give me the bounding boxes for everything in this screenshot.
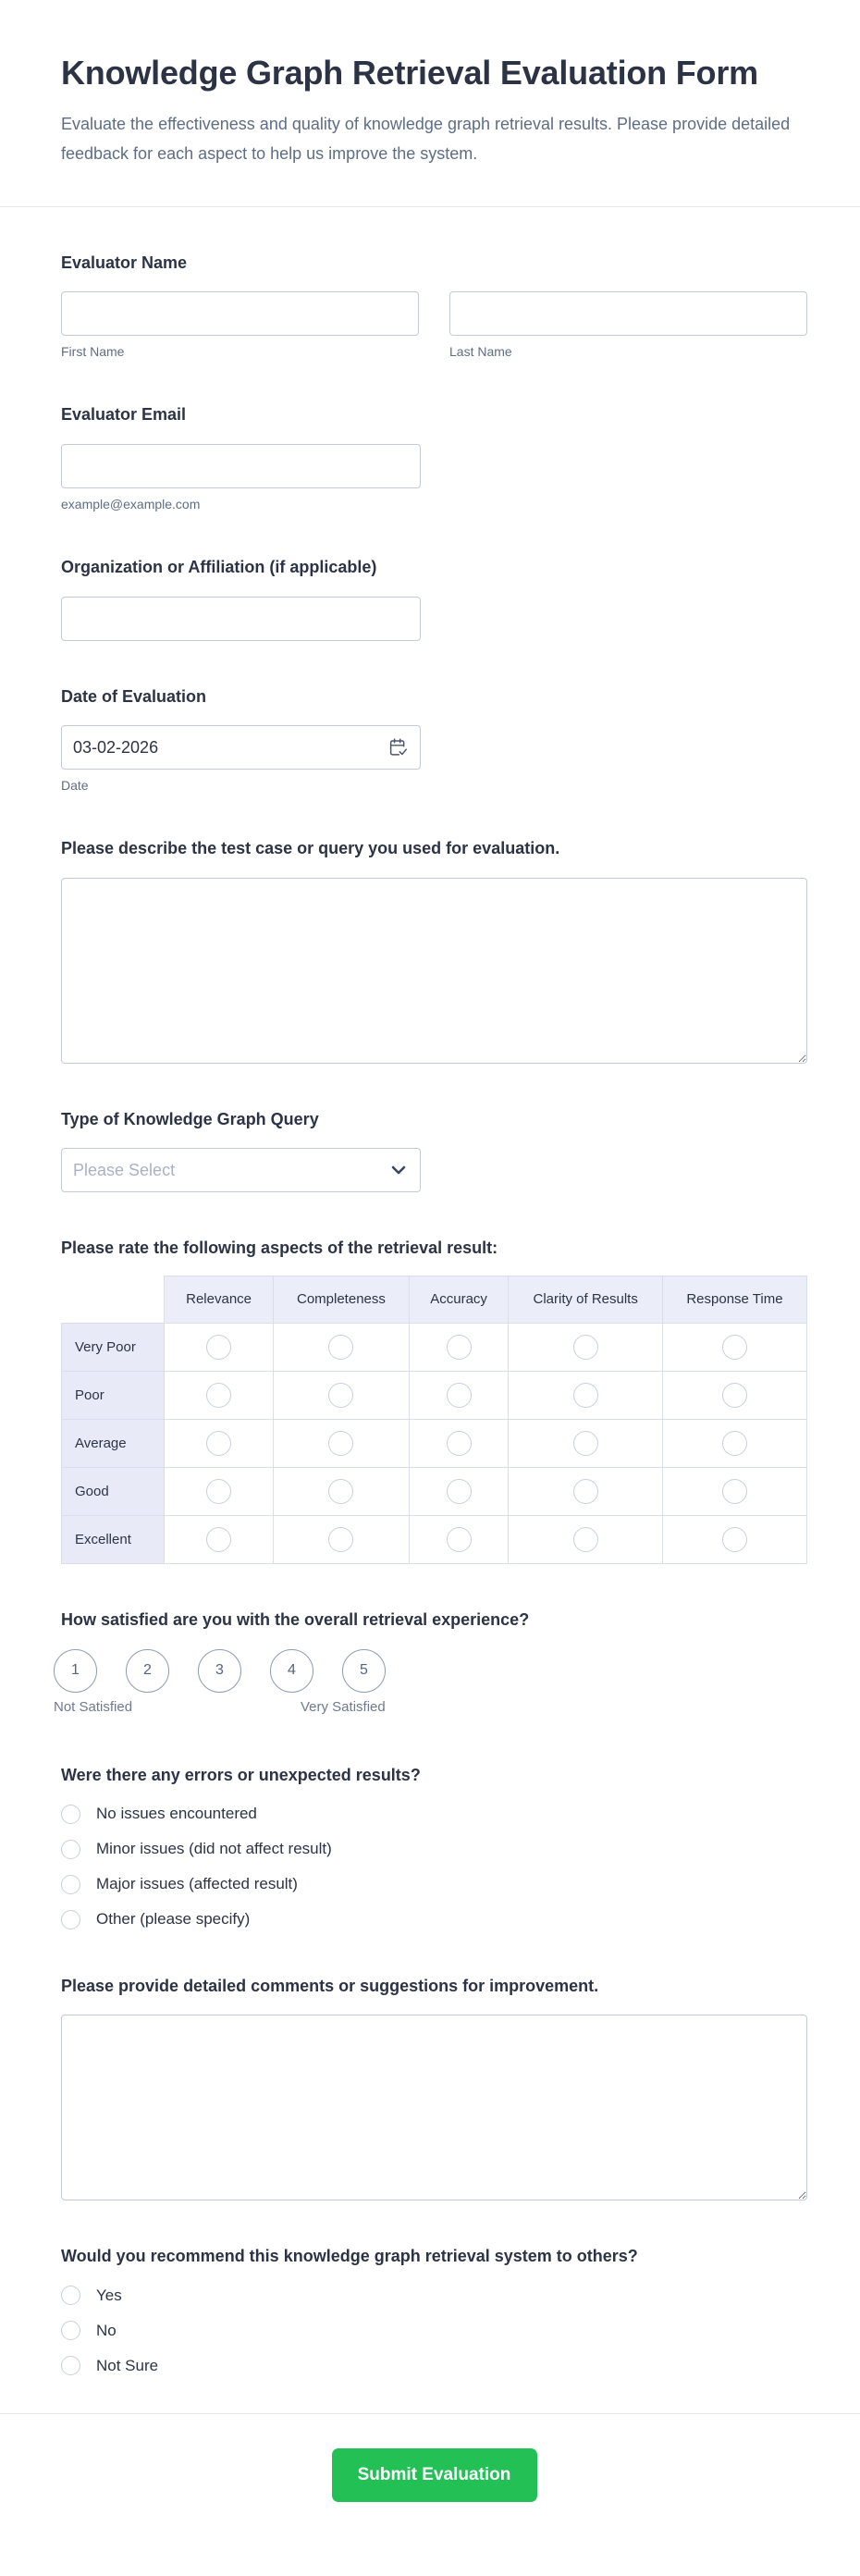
- matrix-radio-2-4[interactable]: [722, 1431, 747, 1456]
- last-name-input[interactable]: [449, 291, 807, 336]
- errors-option-label: Major issues (affected result): [96, 1875, 298, 1893]
- matrix-radio-3-0[interactable]: [206, 1479, 231, 1504]
- errors-option-label: Minor issues (did not affect result): [96, 1840, 332, 1858]
- form-description: Evaluate the effectiveness and quality of knowledge graph retrieval results. Please provide detailed feedback for each aspect to help us improve the system.: [61, 115, 791, 164]
- matrix-row: [62, 1467, 807, 1515]
- matrix-radio-2-0[interactable]: [206, 1431, 231, 1456]
- matrix-cell: [165, 1467, 274, 1515]
- last-name-group: [449, 291, 807, 359]
- matrix-radio-4-3[interactable]: [573, 1527, 598, 1552]
- errors-options: [61, 1804, 807, 1929]
- matrix-cell: [509, 1419, 662, 1467]
- matrix-cell: [662, 1323, 806, 1371]
- matrix-radio-2-3[interactable]: [573, 1431, 598, 1456]
- question-satisfaction: [54, 1609, 807, 1719]
- radio-button-icon[interactable]: [61, 1805, 80, 1824]
- matrix-cell: [509, 1323, 662, 1371]
- matrix-cell: [662, 1419, 806, 1467]
- errors-option-label: No issues encountered: [96, 1805, 257, 1823]
- organization-label: Organization or Affiliation (if applicable): [61, 557, 377, 576]
- question-evaluator-email: [61, 405, 807, 512]
- matrix-cell: [662, 1371, 806, 1419]
- matrix-cell: [165, 1323, 274, 1371]
- matrix-column-header-1: Completeness: [274, 1276, 410, 1323]
- first-name-group: [61, 291, 419, 359]
- matrix-radio-1-4[interactable]: [722, 1383, 747, 1408]
- email-sublabel: example@example.com: [61, 496, 201, 512]
- date-label: Date of Evaluation: [61, 686, 207, 706]
- form-header: [0, 0, 860, 207]
- last-name-sublabel: Last Name: [449, 344, 512, 360]
- organization-input[interactable]: [61, 597, 421, 641]
- matrix-radio-2-1[interactable]: [328, 1431, 353, 1456]
- matrix-radio-1-3[interactable]: [573, 1383, 598, 1408]
- errors-option-0[interactable]: [61, 1804, 807, 1824]
- date-input[interactable]: [61, 725, 421, 770]
- matrix-cell: [409, 1323, 509, 1371]
- evaluator-email-label: Evaluator Email: [61, 405, 187, 425]
- email-input[interactable]: [61, 444, 421, 488]
- calendar-check-icon[interactable]: [387, 736, 410, 759]
- matrix-row: [62, 1323, 807, 1371]
- question-organization: [61, 558, 807, 641]
- scale-option-5[interactable]: 5: [342, 1649, 386, 1693]
- matrix-radio-3-1[interactable]: [328, 1479, 353, 1504]
- satisfaction-scale: [54, 1649, 807, 1693]
- matrix-cell: [409, 1467, 509, 1515]
- evaluator-name-label: Evaluator Name: [61, 253, 188, 272]
- question-errors: [61, 1766, 807, 1930]
- submit-section: [0, 2414, 860, 2548]
- matrix-column-header-0: Relevance: [165, 1276, 274, 1323]
- rating-matrix-label: Please rate the following aspects of the retrieval result:: [61, 1239, 498, 1258]
- satisfaction-scale-labels: [54, 1699, 424, 1719]
- matrix-row: [62, 1371, 807, 1419]
- matrix-cell: [274, 1515, 410, 1563]
- matrix-cell: [662, 1515, 806, 1563]
- radio-button-icon[interactable]: [61, 2321, 80, 2340]
- recommend-option-label: Not Sure: [96, 2356, 159, 2374]
- recommend-option-label: Yes: [96, 2286, 122, 2304]
- first-name-input[interactable]: [61, 291, 419, 336]
- matrix-row: [62, 1515, 807, 1563]
- comments-textarea[interactable]: [61, 2015, 807, 2200]
- test-case-label: Please describe the test case or query you used for evaluation.: [61, 839, 560, 858]
- matrix-radio-0-2[interactable]: [447, 1335, 472, 1360]
- submit-button[interactable]: Submit Evaluation: [332, 2448, 537, 2502]
- question-recommend: [61, 2247, 807, 2376]
- scale-max-label: Very Satisfied: [301, 1698, 386, 1715]
- matrix-cell: [165, 1371, 274, 1419]
- scale-option-2[interactable]: 2: [126, 1649, 169, 1693]
- submit-row: [61, 2448, 807, 2502]
- matrix-radio-1-0[interactable]: [206, 1383, 231, 1408]
- first-name-sublabel: First Name: [61, 344, 125, 360]
- matrix-cell: [274, 1323, 410, 1371]
- chevron-down-icon: [391, 1165, 406, 1175]
- matrix-radio-3-3[interactable]: [573, 1479, 598, 1504]
- scale-option-1[interactable]: 1: [54, 1649, 97, 1693]
- recommend-label: Would you recommend this knowledge graph retrieval system to others?: [61, 2247, 638, 2266]
- matrix-cell: [409, 1371, 509, 1419]
- matrix-cell: [662, 1467, 806, 1515]
- query-type-label: Type of Knowledge Graph Query: [61, 1109, 319, 1128]
- matrix-row-label-1: Poor: [62, 1371, 165, 1419]
- recommend-options: [61, 2286, 807, 2376]
- matrix-radio-3-4[interactable]: [722, 1479, 747, 1504]
- page-title: Knowledge Graph Retrieval Evaluation Form: [61, 54, 758, 92]
- question-test-case: [61, 839, 807, 1064]
- matrix-corner-cell: [62, 1276, 165, 1323]
- matrix-radio-3-2[interactable]: [447, 1479, 472, 1504]
- radio-button-icon[interactable]: [61, 1910, 80, 1929]
- matrix-column-header-4: Response Time: [662, 1276, 806, 1323]
- matrix-radio-0-1[interactable]: [328, 1335, 353, 1360]
- matrix-cell: [274, 1467, 410, 1515]
- scale-option-3[interactable]: 3: [198, 1649, 241, 1693]
- radio-button-icon[interactable]: [61, 1875, 80, 1894]
- errors-option-label: Other (please specify): [96, 1910, 251, 1929]
- query-type-select[interactable]: [61, 1148, 421, 1192]
- matrix-row-label-2: Average: [62, 1419, 165, 1467]
- matrix-radio-0-3[interactable]: [573, 1335, 598, 1360]
- scale-min-label: Not Satisfied: [54, 1698, 133, 1715]
- errors-option-1[interactable]: [61, 1839, 807, 1859]
- form-body: [0, 207, 860, 2376]
- matrix-cell: [165, 1419, 274, 1467]
- matrix-radio-0-4[interactable]: [722, 1335, 747, 1360]
- matrix-cell: [274, 1371, 410, 1419]
- question-evaluator-name: [61, 253, 807, 360]
- matrix-cell: [509, 1515, 662, 1563]
- matrix-radio-4-2[interactable]: [447, 1527, 472, 1552]
- rating-matrix-table: [61, 1276, 807, 1564]
- matrix-radio-4-0[interactable]: [206, 1527, 231, 1552]
- comments-label: Please provide detailed comments or suggestions for improvement.: [61, 1976, 599, 1995]
- errors-option-3[interactable]: [61, 1909, 807, 1929]
- select-placeholder: Please Select: [73, 1160, 176, 1179]
- matrix-row-label-3: Good: [62, 1467, 165, 1515]
- matrix-row-label-0: Very Poor: [62, 1323, 165, 1371]
- radio-button-icon[interactable]: [61, 1840, 80, 1859]
- question-rating-matrix: [61, 1239, 807, 1564]
- recommend-option-2[interactable]: [61, 2356, 807, 2376]
- scale-option-4[interactable]: 4: [270, 1649, 313, 1693]
- satisfaction-label: How satisfied are you with the overall retrieval experience?: [61, 1609, 530, 1629]
- matrix-radio-4-4[interactable]: [722, 1527, 747, 1552]
- question-comments: [61, 1977, 807, 2201]
- matrix-column-header-2: Accuracy: [409, 1276, 509, 1323]
- matrix-cell: [509, 1467, 662, 1515]
- recommend-option-label: No: [96, 2321, 117, 2339]
- errors-label: Were there any errors or unexpected results?: [61, 1765, 421, 1784]
- matrix-radio-2-2[interactable]: [447, 1431, 472, 1456]
- matrix-radio-0-0[interactable]: [206, 1335, 231, 1360]
- recommend-option-1[interactable]: [61, 2321, 807, 2341]
- matrix-cell: [165, 1515, 274, 1563]
- matrix-radio-4-1[interactable]: [328, 1527, 353, 1552]
- matrix-cell: [509, 1371, 662, 1419]
- matrix-row: [62, 1419, 807, 1467]
- errors-option-2[interactable]: [61, 1874, 807, 1894]
- question-date: [61, 687, 807, 794]
- matrix-cell: [274, 1419, 410, 1467]
- test-case-textarea[interactable]: [61, 878, 807, 1064]
- recommend-option-0[interactable]: [61, 2286, 807, 2306]
- question-query-type: [61, 1110, 807, 1193]
- date-input-wrap: [61, 725, 421, 770]
- matrix-row-label-4: Excellent: [62, 1515, 165, 1563]
- radio-button-icon[interactable]: [61, 2356, 80, 2375]
- matrix-radio-1-2[interactable]: [447, 1383, 472, 1408]
- matrix-radio-1-1[interactable]: [328, 1383, 353, 1408]
- date-sublabel: Date: [61, 778, 89, 794]
- matrix-column-header-3: Clarity of Results: [509, 1276, 662, 1323]
- name-fields-row: [61, 291, 807, 359]
- matrix-cell: [409, 1419, 509, 1467]
- radio-button-icon[interactable]: [61, 2286, 80, 2305]
- matrix-cell: [409, 1515, 509, 1563]
